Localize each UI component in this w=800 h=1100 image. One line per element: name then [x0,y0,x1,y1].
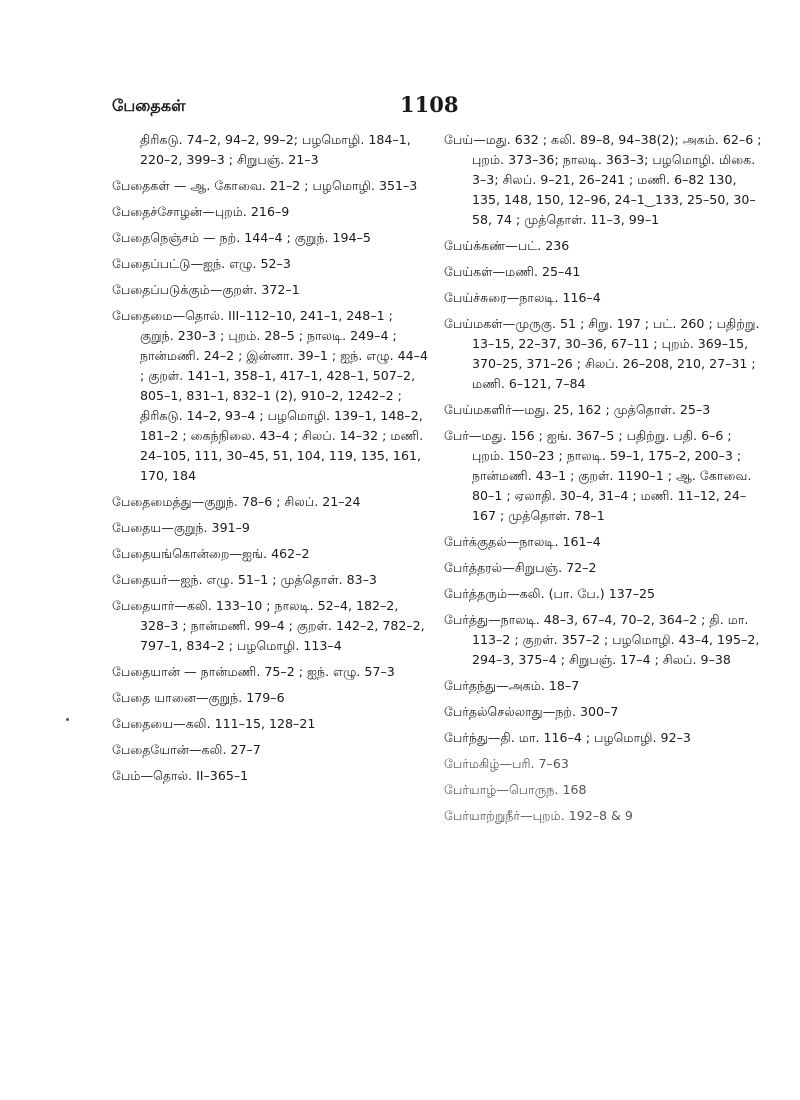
index-entry: பேதைச்சோழன்—புறம். 216–9 [112,204,290,219]
index-entry: பேதையார்—கலி. 133–10 ; நாலடி. 52–4, 182–2, 328–3 ; நான்மணி. 99–4 ; குறள். 142–2, 782–2, 797–1, 834–2 ; பழமொழி. 113–4 [112,598,425,653]
index-entry: பேதையர்—ஐந். எழு. 51–1 ; முத்தொள். 83–3 [112,572,377,587]
index-entry: பேர்யாழ்—பொருந. 168 [444,782,587,797]
index-entry: பேர்த்தரல்—சிறுபஞ். 72–2 [444,560,597,575]
stray-mark [66,718,69,721]
index-entry: பேய்க்கண்—பட். 236 [444,238,570,253]
index-entry: பேதையை—கலி. 111–15, 128–21 [112,716,316,731]
index-entry: பேர்த்தரும்—கலி. (பா. பே.) 137–25 [444,586,656,601]
index-entry: பேர்யாற்றுநீர்—புறம். 192–8 & 9 [444,808,633,823]
index-entry: பேர்க்குதல்—நாலடி. 161–4 [444,534,601,549]
index-entry: பேதையான் — நான்மணி. 75–2 ; ஐந். எழு. 57–3 [112,664,395,679]
index-entry: பேதை யானை—குறுந். 179–6 [112,690,285,705]
index-entry: பேய்மகளிர்—மது. 25, 162 ; முத்தொள். 25–3 [444,402,711,417]
left-column [112,130,430,792]
index-entry: பேதைநெஞ்சம் — நற். 144–4 ; குறுந். 194–5 [112,230,371,245]
index-entry: பேய்—மது. 632 ; கலி. 89–8, 94–38(2); அகம். 62–6 ; புறம். 373–36; நாலடி. 363–3; பழமொழி. மிகை. 3–3; சிலப். 9–21, 26–241 ; மணி. 6–82 130, 135, 148, 150, 12–96, 24–1‿133, 25–50, 30–58, 74 ; முத்தொள். 11–3, 99–1 [444,132,762,227]
right-column [444,130,766,832]
index-entry: பேதையோன்—கலி. 27–7 [112,742,261,757]
index-entry: பேர்—மது. 156 ; ஐங். 367–5 ; பதிற்று. பதி. 6–6 ; புறம். 150–23 ; நாலடி. 59–1, 175–2, 200–3 ; நான்மணி. 43–1 ; குறள். 1190–1 ; ஆ. கோவை. 80–1 ; ஏலாதி. 30–4, 31–4 ; மணி. 11–12, 24–167 ; முத்தொள். 78–1 [444,428,752,523]
index-entry: பேர்தந்து—அகம். 18–7 [444,678,580,693]
page-number: 1108 [400,92,459,117]
index-entry: பேதையங்கொன்றை—ஐங். 462–2 [112,546,310,561]
index-entry: பேய்கள்—மணி. 25–41 [444,264,581,279]
index-entry: பேர்மகிழ்—பரி. 7–63 [444,756,569,771]
index-entry: பேதைகள் — ஆ. கோவை. 21–2 ; பழமொழி. 351–3 [112,178,418,193]
index-entry: பேதைய—குறுந். 391–9 [112,520,250,535]
index-entry: பேதைமை—தொல். III–112–10, 241–1, 248–1 ; குறுந். 230–3 ; புறம். 28–5 ; நாலடி. 249–4 ; நான்மணி. 24–2 ; இன்னா. 39–1 ; ஐந். எழு. 44–4 ; குறள். 141–1, 358–1, 417–1, 428–1, 507–2, 805–1, 831–1, 832–1 (2), 910–2, 1242–2 ; திரிகடு. 14–2, 93–4 ; பழமொழி. 139–1, 148–2, 181–2 ; கைந்நிலை. 43–4 ; சிலப். 14–32 ; மணி. 24–105, 111, 30–45, 51, 104, 119, 135, 161, 170, 184 [112,308,428,483]
running-head: பேதைகள் [112,96,186,115]
index-entry: பேர்ந்து—தி. மா. 116–4 ; பழமொழி. 92–3 [444,730,691,745]
index-entry: திரிகடு. 74–2, 94–2, 99–2; பழமொழி. 184–1, 220–2, 399–3 ; சிறுபஞ். 21–3 [140,132,411,167]
index-entry: பேம்—தொல். II–365–1 [112,768,249,783]
index-entry: பேர்த்து—நாலடி. 48–3, 67–4, 70–2, 364–2 ; தி. மா. 113–2 ; குறள். 357–2 ; பழமொழி. 43–4, 195–2, 294–3, 375–4 ; சிறுபஞ். 17–4 ; சிலப். 9–38 [444,612,760,667]
index-entry: பேதைப்படுக்கும்—குறள். 372–1 [112,282,300,297]
index-entry: பேதைமைத்து—குறுந். 78–6 ; சிலப். 21–24 [112,494,361,509]
index-entry: பேய்மகள்—முருகு. 51 ; சிறு. 197 ; பட். 260 ; பதிற்று. 13–15, 22–37, 30–36, 67–11 ; புறம். 369–15, 370–25, 371–26 ; சிலப். 26–208, 210, 27–31 ; மணி. 6–121, 7–84 [444,316,760,391]
index-entry: பேதைப்பட்டு—ஐந். எழு. 52–3 [112,256,291,271]
index-entry: பேய்ச்சுரை—நாலடி. 116–4 [444,290,601,305]
index-entry: பேர்தல்செல்லாது—நற். 300–7 [444,704,619,719]
